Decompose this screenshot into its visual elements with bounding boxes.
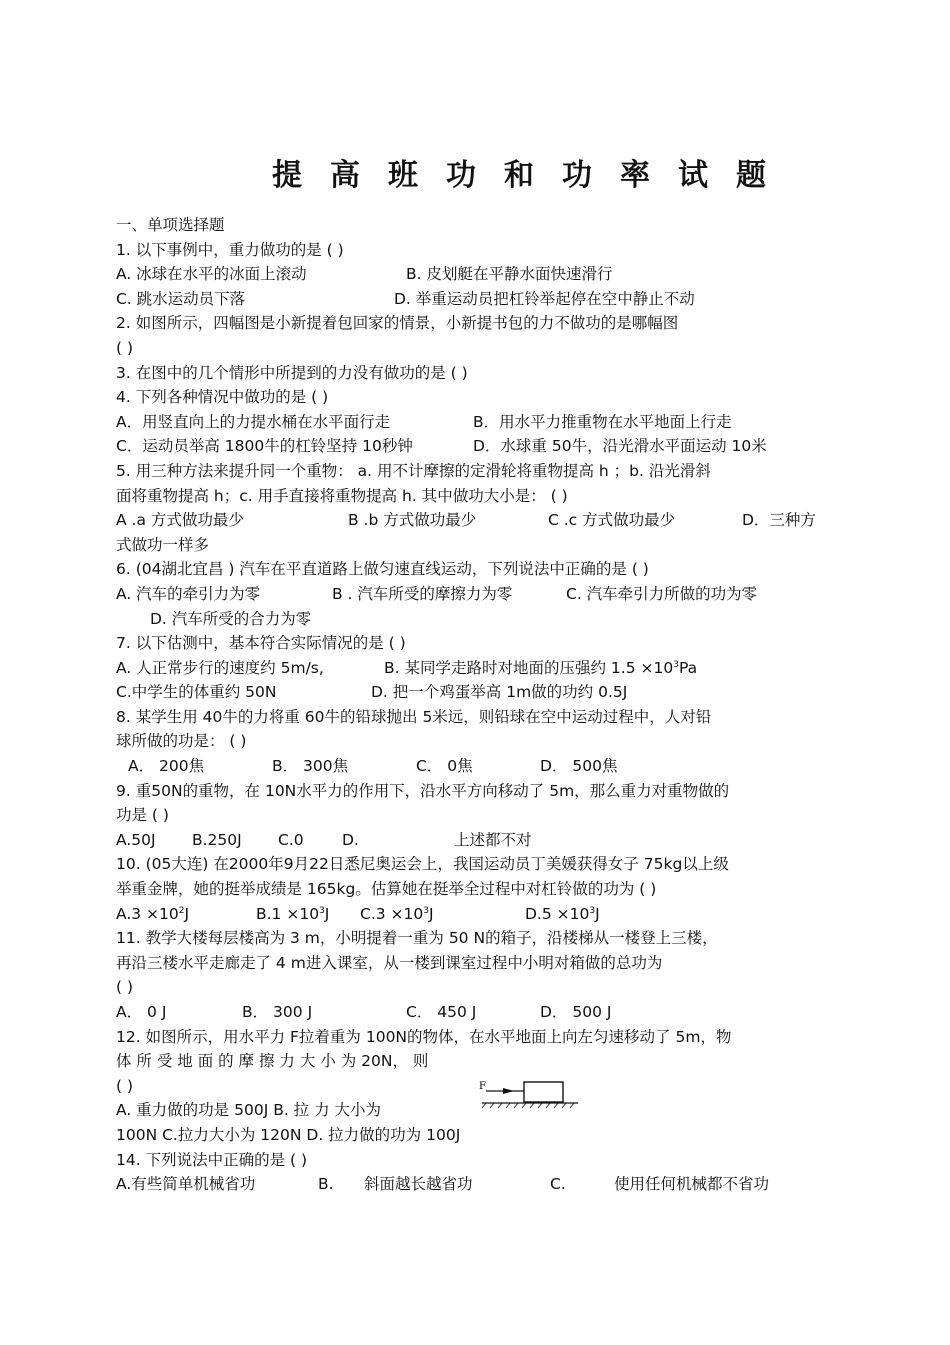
question-11-paren: ( )	[116, 978, 134, 997]
q9-option-c: C.0	[278, 830, 304, 849]
question-12-paren: ( )	[116, 1076, 134, 1095]
q5-option-a: A .a 方式做功最少	[116, 511, 244, 530]
q10-option-d-text: D.5 ×10	[525, 904, 590, 923]
q8-option-b: B． 300焦	[272, 757, 349, 776]
question-5-line-2: 面将重物提高 h；c. 用手直接将重物提高 h. 其中做功大小是： ( )	[116, 486, 568, 505]
question-9-options	[116, 828, 841, 853]
q10-option-d-unit: J	[595, 904, 600, 923]
q10-option-d	[525, 902, 600, 927]
question-12-line-5: 100N C.拉力大小为 120N D. 拉力做的功为 100J	[116, 1125, 461, 1144]
q6-option-b: B . 汽车所受的摩擦力为零	[332, 584, 513, 603]
question-5-line-1: 5. 用三种方法来提升同一个重物： a. 用不计摩擦的定滑轮将重物提高 h ；b. 沿光滑斜	[116, 461, 711, 480]
q11-option-d: D． 500 J	[540, 1003, 612, 1021]
question-5-line-4: 式做功一样多	[116, 535, 210, 554]
question-11-line-1: 11. 教学大楼每层楼高为 3 m，小明提着一重为 50 N的箱子，沿楼梯从一楼登上三楼，	[116, 929, 718, 948]
q7-option-d: D. 把一个鸡蛋举高 1m做的功约 0.5J	[371, 683, 628, 702]
force-label: F	[479, 1081, 486, 1092]
q1-option-a: A. 冰球在水平的冰面上滚动	[116, 265, 307, 284]
q8-option-c: C． 0焦	[416, 757, 473, 776]
q7-option-c: C.中学生的体重约 50N	[116, 683, 277, 702]
question-12-line-2: 体 所 受 地 面 的 摩 擦 力 大 小 为 20N， 则	[116, 1052, 429, 1071]
question-2-stem: 2. 如图所示，四幅图是小新提着包回家的情景，小新提书包的力不做功的是哪幅图	[116, 314, 679, 333]
q7-option-a: A. 人正常步行的速度约 5m/s,	[116, 658, 324, 677]
q11-option-c: C． 450 J	[406, 1003, 477, 1021]
q14-option-c-text: 使用任何机械都不省功	[614, 1175, 770, 1194]
question-1-stem: 1. 以下事例中，重力做功的是 ( )	[116, 240, 344, 259]
q1-option-c: C. 跳水运动员下落	[116, 289, 246, 308]
page-title: 提高班功和功率试题	[272, 158, 794, 193]
q10-option-a-exponent: 2	[178, 905, 185, 916]
q10-option-a-unit: J	[184, 904, 190, 923]
q9-option-d-letter: D.	[342, 830, 359, 849]
q14-option-b-letter: B.	[318, 1175, 334, 1194]
question-11-line-2: 再沿三楼水平走廊走了 4 m进入课室，从一楼到课室过程中小明对箱做的总功为	[116, 953, 663, 972]
question-8-options	[116, 754, 841, 779]
ground-hatching	[482, 1103, 574, 1108]
block	[524, 1082, 563, 1102]
q4-option-b: B．用水平力推重物在水平地面上行走	[473, 412, 732, 431]
question-list	[116, 213, 841, 1197]
question-1-options-cd	[116, 287, 841, 312]
question-7-stem: 7. 以下估测中，基本符合实际情况的是 ( )	[116, 634, 406, 653]
question-9-line-2: 功是 ( )	[116, 806, 169, 825]
q9-option-d-text: 上述都不对	[454, 830, 532, 849]
question-10-line-2: 举重金牌，她的挺举成绩是 165kg。估算她在挺举全过程中对杠铃做的功为 ( )	[116, 880, 657, 899]
q5-option-b: B .b 方式做功最少	[348, 511, 477, 530]
q10-option-c-text: C.3 ×10	[360, 904, 424, 923]
q4-option-a: A．用竖直向上的力提水桶在水平面行走	[116, 412, 391, 431]
question-10-options	[116, 902, 841, 927]
q10-option-a	[116, 902, 256, 927]
question-7-options-ab	[116, 656, 841, 681]
q10-option-a-text: A.3 ×10	[116, 904, 179, 923]
question-1-options-ab	[116, 262, 841, 287]
q8-option-a: A． 200焦	[128, 757, 205, 776]
question-9-line-1: 9. 重50N的重物，在 10N水平力的作用下，沿水平方向移动了 5m，那么重力对重物做的	[116, 781, 730, 800]
question-4-options-ab	[116, 410, 841, 435]
q10-option-b	[256, 902, 360, 927]
q10-option-b-text: B.1 ×10	[256, 904, 320, 923]
q4-option-d: D．水球重 50牛，沿光滑水平面运动 10米	[473, 437, 767, 456]
q10-option-d-exponent: 3	[589, 905, 596, 916]
question-4-options-cd	[116, 434, 841, 459]
question-4-stem: 4. 下列各种情况中做功的是 ( )	[116, 388, 329, 407]
q10-option-c-exponent: 3	[423, 905, 429, 916]
q5-option-c: C .c 方式做功最少	[548, 511, 676, 530]
question-14-stem: 14. 下列说法中正确的是 ( )	[116, 1150, 308, 1169]
question-3-stem: 3. 在图中的几个情形中所提到的力没有做功的是 ( )	[116, 363, 468, 382]
q6-option-a: A. 汽车的牵引力为零	[116, 584, 261, 603]
q1-option-d: D. 举重运动员把杠铃举起停在空中静止不动	[394, 289, 695, 308]
q6-option-c: C. 汽车牵引力所做的功为零	[566, 584, 758, 603]
q11-option-b: B． 300 J	[242, 1003, 313, 1021]
q7-option-b-unit: Pa	[678, 658, 698, 677]
q14-option-b-text: 斜面越长越省功	[364, 1175, 473, 1194]
q12-figure	[478, 1078, 582, 1112]
q14-option-a: A.有些简单机械省功	[116, 1175, 256, 1194]
q4-option-c: C．运动员举高 1800牛的杠铃坚持 10秒钟	[116, 437, 413, 456]
section-heading: 一、单项选择题	[116, 216, 225, 234]
question-5-options	[116, 508, 841, 533]
q9-option-a: A.50J	[116, 830, 156, 849]
question-7-options-cd	[116, 680, 841, 705]
q5-option-d: D．三种方	[742, 511, 816, 530]
q10-option-b-exponent: 3	[319, 905, 325, 916]
q6-option-d: D. 汽车所受的合力为零	[150, 609, 312, 628]
arrow-head-icon	[503, 1088, 514, 1094]
q10-option-b-unit: J	[324, 904, 330, 923]
q8-option-d: D． 500焦	[540, 757, 618, 776]
q1-option-b: B. 皮划艇在平静水面快速滑行	[406, 265, 613, 284]
question-12-line-1: 12. 如图所示，用水平力 F拉着重为 100N的物体，在水平地面上向左匀速移动了 5m，物	[116, 1027, 732, 1046]
q7-option-b-text: B. 某同学走路时对地面的压强约 1.5 ×10	[384, 658, 674, 677]
q9-option-b: B.250J	[192, 830, 242, 849]
question-6-stem: 6. (04湖北宜昌 ) 汽车在平直道路上做匀速直线运动，下列说法中正确的是 ( )	[116, 560, 649, 579]
question-14-options	[116, 1172, 841, 1197]
question-12-line-4: A. 重力做的功是 500J B. 拉 力 大小为	[116, 1101, 382, 1120]
q14-option-c-letter: C.	[550, 1175, 566, 1194]
question-8-line-1: 8. 某学生用 40牛的力将重 60牛的铅球抛出 5米远，则铅球在空中运动过程中，人对铅	[116, 707, 712, 726]
question-11-options	[116, 1000, 841, 1025]
question-6-options-abc	[116, 582, 841, 607]
question-8-line-2: 球所做的功是： ( )	[116, 732, 247, 751]
question-2-paren: ( )	[116, 338, 134, 357]
q7-option-b	[384, 656, 697, 681]
q10-option-c	[360, 902, 525, 927]
question-10-line-1: 10. (05大连) 在2000年9月22日悉尼奥运会上，我国运动员丁美媛获得女子 75kg以上级	[116, 855, 729, 874]
q10-option-c-unit: J	[428, 904, 434, 923]
q7-option-b-exponent: 3	[673, 659, 679, 670]
q11-option-a: A． 0 J	[116, 1003, 167, 1021]
